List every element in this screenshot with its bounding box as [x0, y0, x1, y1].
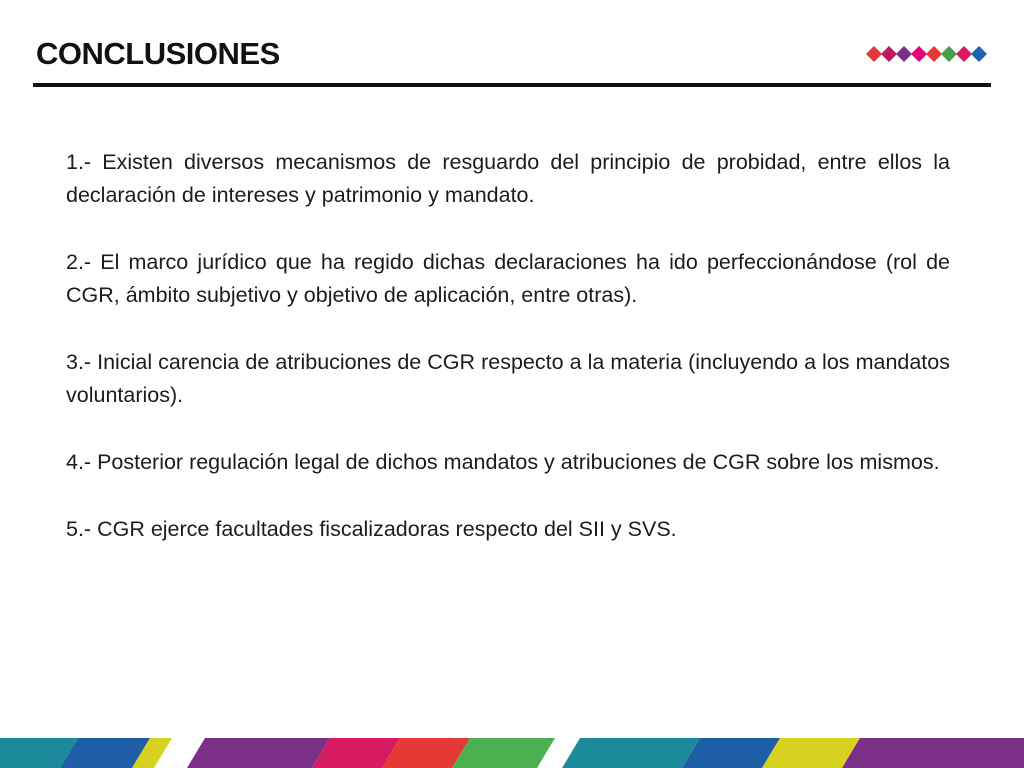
- diamond-strip-logo: [866, 44, 992, 64]
- conclusion-item-3: 3.- Inicial carencia de atribuciones de CGR respecto a la materia (incluyendo a los mandatos voluntarios).: [66, 350, 950, 407]
- band-stripe-7: [452, 738, 555, 768]
- diamond-shape-7: [956, 46, 972, 62]
- slide-title: CONCLUSIONES: [36, 36, 280, 71]
- diamond-shape-4: [911, 46, 927, 62]
- conclusion-item-1: 1.- Existen diversos mecanismos de resguardo del principio de probidad, entre ellos la declaración de intereses y patrimonio y mandato.: [66, 150, 950, 207]
- conclusion-item-5: 5.- CGR ejerce facultades fiscalizadoras respecto del SII y SVS.: [66, 517, 677, 541]
- band-stripe-8: [562, 738, 700, 768]
- conclusion-item-4: 4.- Posterior regulación legal de dichos mandatos y atribuciones de CGR sobre los mismos.: [66, 450, 940, 474]
- conclusions-list: [66, 146, 950, 580]
- diamond-shape-5: [926, 46, 942, 62]
- diamond-shape-8: [971, 46, 987, 62]
- conclusion-item-2: 2.- El marco jurídico que ha regido dichas declaraciones ha ido perfeccionándose (rol de CGR, ámbito subjetivo y objetivo de aplicación, entre otras).: [66, 250, 950, 307]
- band-stripe-4: [187, 738, 330, 768]
- diamond-shape-6: [941, 46, 957, 62]
- title-divider: [33, 83, 991, 87]
- diamond-shape-2: [881, 46, 897, 62]
- diamond-shape-3: [896, 46, 912, 62]
- band-stripe-11: [842, 738, 1024, 768]
- decorative-footer-band: [0, 738, 1024, 768]
- diamond-shape-1: [866, 46, 882, 62]
